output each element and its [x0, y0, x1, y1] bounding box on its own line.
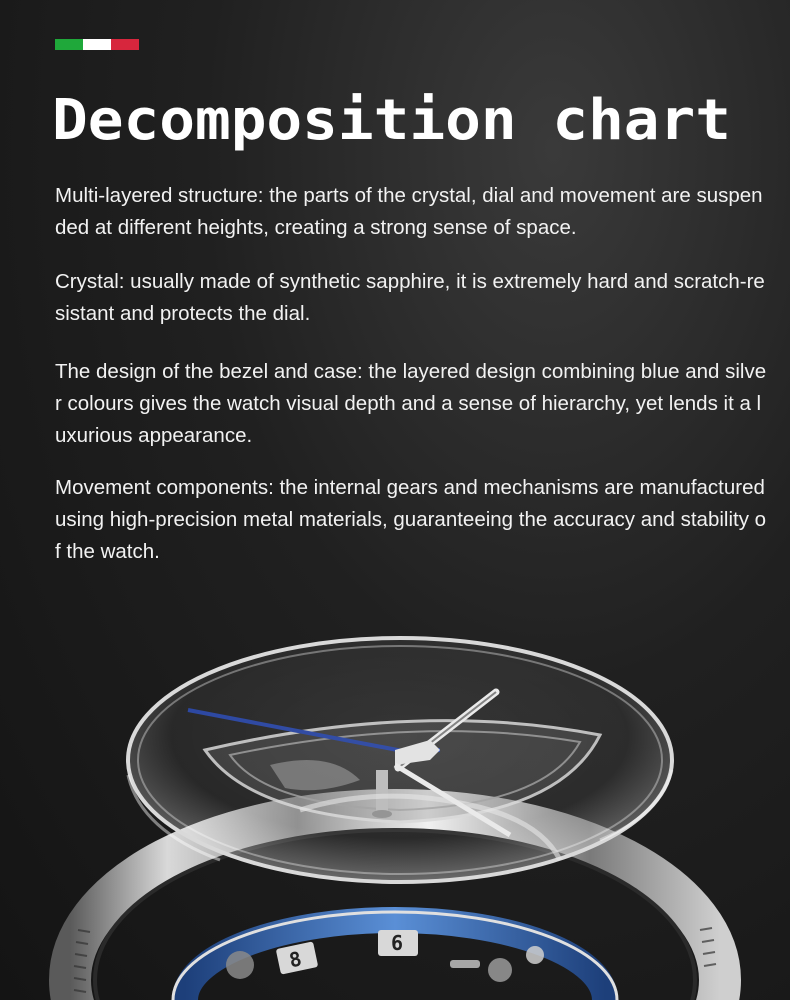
page-title: Decomposition chart	[52, 88, 732, 153]
flag-green-stripe	[55, 39, 83, 50]
italian-flag-icon	[55, 39, 139, 50]
paragraph-crystal: Crystal: usually made of synthetic sapphire, it is extremely hard and scratch-resistant and protects the dial.	[55, 270, 765, 325]
paragraph-movement: Movement components: the internal gears and mechanisms are manufactured using high-precision metal materials, guaranteeing the accuracy and stability of the watch.	[55, 476, 767, 563]
numeral-6: 6	[391, 931, 404, 955]
paragraph-structure: Multi-layered structure: the parts of the crystal, dial and movement are suspended at different heights, creating a strong sense of space.	[55, 184, 763, 239]
watch-exploded-image	[0, 600, 790, 1000]
paragraph-bezel-case: The design of the bezel and case: the layered design combining blue and silver colours gives the watch visual depth and a sense of hierarchy, yet lends it a luxurious appearance.	[55, 360, 767, 447]
flag-white-stripe	[83, 39, 111, 50]
sapphire-crystal	[128, 638, 672, 882]
numeral-8: 8	[286, 946, 304, 973]
flag-red-stripe	[111, 39, 139, 50]
description-text	[55, 180, 767, 590]
